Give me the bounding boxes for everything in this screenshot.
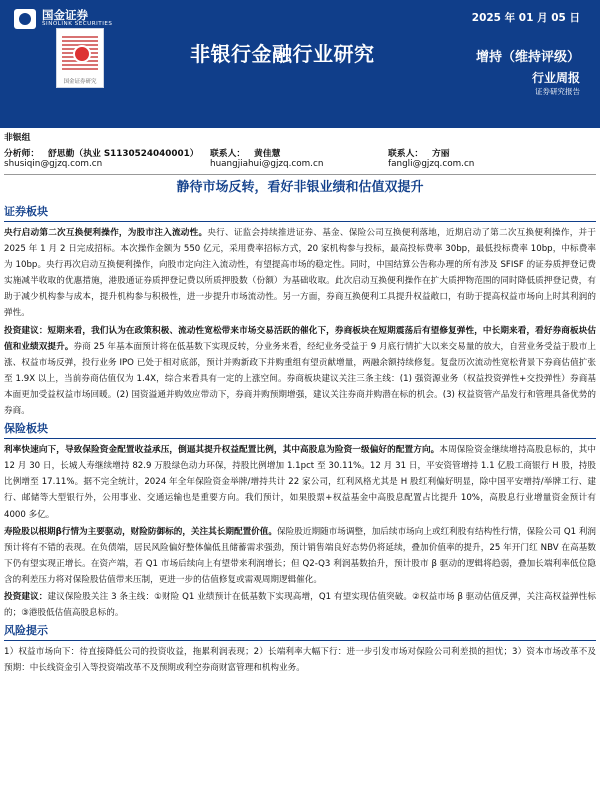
author-block (4, 130, 596, 172)
broker-paragraph-2 (4, 323, 596, 420)
insurance-paragraph-1 (4, 442, 596, 522)
insurance-p2-text: 保险股近期随市场调整，加后续市场向上或红利股有结构性行情，保险公司 Q1 利润预计将有不错的表现。在负债端，居民风险偏好整体偏低且储蓄需求强劲，预计销售端良好态势仍将延续，叠加价值率的提升，25 年开门红 NBV 在高基数下仍有望实现正增长。在资产端，若 Q1 市场后续向上有望带来利润增长；但 Q2-Q3 利润基数抬升，预计股市 β 驱动的逻辑将趋弱，叠加长端利率低位隐含的利差压力将对保险股估值带来压制，更进一步的估值修复或需观周期逻辑催化。 (4, 526, 596, 585)
analyst-email[interactable]: shusiqin@gjzq.com.cn (4, 159, 103, 169)
map-pin-icon (73, 45, 91, 63)
broker-paragraph-1 (4, 225, 596, 322)
author-names-row (4, 146, 596, 159)
insurance-p3-text: 建议保险股关注 3 条主线：①财险 Q1 业绩预计在低基数下实现高增，Q1 有望实现估值突破。②权益市场 β 驱动估值反弹，关注高权益弹性标的；③港股低估值高股息标的。 (4, 591, 596, 619)
contact1-email[interactable]: huangjiahui@gjzq.com.cn (210, 159, 324, 169)
insurance-p1-text: 本周保险资金继续增持高股息标的，其中 12 月 30 日，长城人寿继续增持 82.9 万股绿色动力环保，持股比例增加 1.1pct 至 30.11%。12 月 31 日，平安资管增持 1.1 亿股工商银行 H 股，持股比例增至 17.11%。据不完全统计，2024 年全年保险资金举牌/增持共计 22 家公司，红利风格尤其是 H 股红利偏好明显，除中国平安增持/举牌工行、建行、邮储等大型银行外，公用事业、交通运输也是重要方向。我们预计，如果股票+权益基金中高股息配置占比提升 10%，高股息行业增量资金预计有 4000 多亿。 (4, 445, 596, 520)
contact1-name: 黄佳慧 (254, 149, 281, 159)
report-class: 证券研究报告 (535, 87, 580, 96)
contact2-label: 联系人： (388, 149, 424, 159)
industry-title: 非银行金融行业研究 (190, 42, 375, 66)
contact1-label: 联系人： (210, 149, 246, 159)
rating-label: 增持（维持评级） (475, 50, 580, 65)
insurance-p1-highlight: 利率快速向下，导致保险资金配置收益承压，倒逼其提升权益配置比例，其中高股息为险资一级偏好的配置方向。 (4, 445, 440, 456)
author-emails-row (4, 159, 596, 172)
contact2-email[interactable]: fangli@gjzq.com.cn (388, 159, 475, 169)
qr-code-label: 国金证券研究 (63, 79, 97, 85)
section-title-broker: 证券板块 (4, 203, 596, 222)
report-body (4, 176, 596, 677)
report-date: 2025 年 01 月 05 日 (471, 12, 580, 24)
qr-code[interactable] (56, 28, 104, 88)
section-title-insurance: 保险板块 (4, 420, 596, 439)
broker-p1-highlight: 央行启动第二次互换便利操作，为股市注入流动性。 (4, 228, 208, 238)
brand-logo-icon (14, 9, 36, 29)
insurance-paragraph-3 (4, 589, 596, 621)
broker-p1-text: 央行、证监会持续推进证券、基金、保险公司互换便利落地，近期启动了第二次互换便利操作，并于 2025 年 1 月 2 日完成招标。本次操作金额为 550 亿元，采用费率招标方式，20 家机构参与投标，最高投标费率 30bp，最低投标费率 10bp，中标费率为 10bp。央行再次启动互换便利操作，向股市定向注入流动性，有望提高市场的稳定性。同时，中国结算公告称办理的所有涉及 SFISF 的证券质押登记费实施减半收取的优惠措施，港股通证券质押登记费以所质押股数（份额）为基础收取。此次启动互换便利操作在扩大质押物范围的同时降低质押登记费，有助于减少机构参与成本，提升机构参与积极性，进一步提升市场流动性。另一方面，券商互换便利工具提升权益敞口，有助于提高权益市场向上时其利润的弹性。 (4, 228, 596, 319)
broker-p2-text: 券商 25 年基本面预计将在低基数下实现反转，分业务来看，经纪业务受益于 9 月底行情扩大以来交易量的放大，自营业务受益于股市上涨、权益市场反弹，投行业务 IPO 已处于相对底部，预计并购新政下并购重组有望贡献增量，两融余额持续修复。复盘历次流动性宽松背景下券商估值扩张至 1.9X 以上，当前券商估值仅为 1.4X，综合来看具有一定的上涨空间。券商板块建议关注三条主线：(1) 强资源业务（权益投资弹性+交投弹性）券商基本面更加受益权益市场回暖。(2) 国资溢通并购效应带动下，券商并购预期增强，建议关注券商并购潜在标的机会。(3) 权益资管产品发行和管理具备优势的券商。 (4, 341, 596, 417)
brand-name-en: SINOLINK SECURITIES (42, 21, 113, 27)
analyst-label: 分析师： (4, 149, 40, 159)
insurance-p3-highlight: 投资建议： (4, 591, 48, 602)
insurance-paragraph-2 (4, 524, 596, 588)
divider (4, 174, 596, 175)
contact2-name: 方丽 (432, 149, 450, 159)
analyst-name: 舒思勤（执业 S1130524040001） (48, 149, 199, 159)
department: 非银组 (4, 133, 31, 143)
insurance-p2-highlight: 寿险股以根期β行情为主要驱动，财险防御标的，关注其长期配置价值。 (4, 526, 278, 537)
brand-name-cn: 国金证券 (42, 8, 88, 22)
broker-p2-highlight: 投资建议：短期来看，我们认为在政策积极、流动性宽松带来市场交易活跃的催化下，券商板块在短期震荡后有望修复弹性，中长期来看，看好券商板块估值和业绩双提升。 (4, 325, 596, 352)
report-title: 静待市场反转，看好非银业绩和估值双提升 (176, 180, 424, 195)
report-header (0, 0, 600, 128)
report-type: 行业周报 (531, 71, 580, 85)
risk-paragraph: 1）权益市场向下：待直接降低公司的投资收益，拖累利润表现；2）长端利率大幅下行：进一步引发市场对保险公司利差损的担忧；3）资本市场改革不及预期：中长线资金引入等投资端改革不及预期或利空券商财富管理和机构业务。 (4, 647, 596, 674)
section-title-risk: 风险提示 (4, 622, 596, 641)
